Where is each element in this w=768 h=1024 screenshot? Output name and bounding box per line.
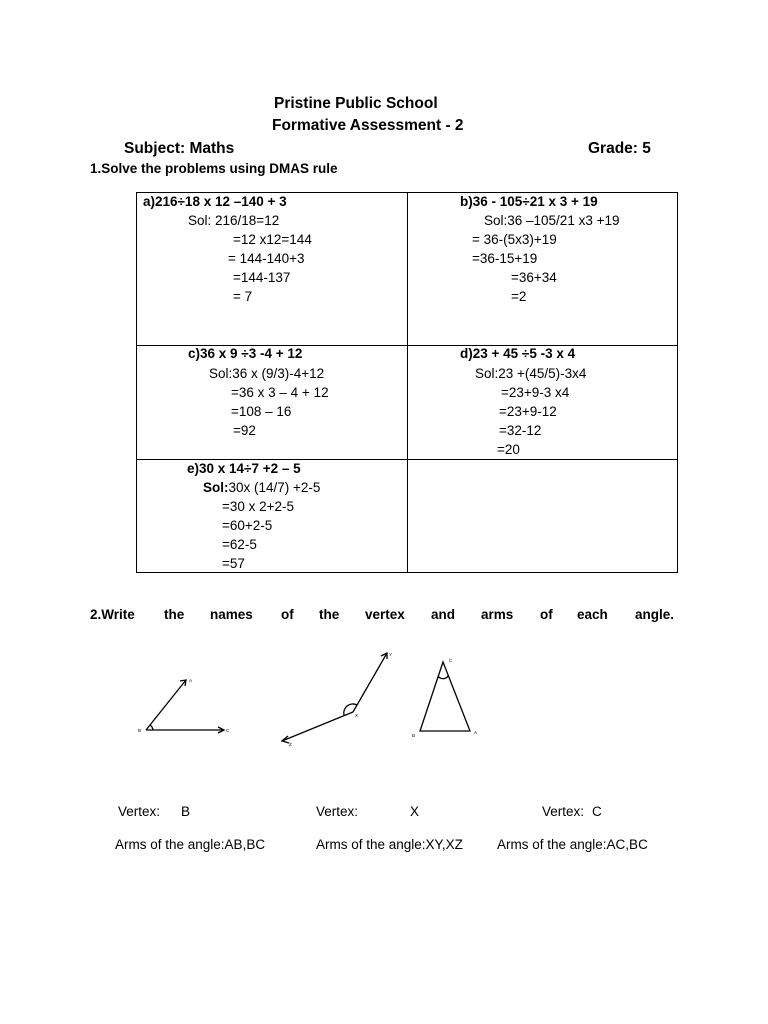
angle-arc	[150, 725, 153, 730]
answer-3-arms: Arms of the angle:AC,BC	[497, 837, 648, 852]
q2-word: each	[577, 607, 608, 622]
problem-e-sol-label: Sol:	[203, 480, 229, 495]
problem-b-line: =36+34	[511, 270, 557, 285]
angle-figure-1	[130, 670, 240, 745]
problem-c-line: Sol:36 x (9/3)-4+12	[209, 366, 325, 381]
question-1-title: 1.Solve the problems using DMAS rule	[90, 161, 338, 176]
problem-c-title: c)36 x 9 ÷3 -4 + 12	[188, 346, 303, 361]
q2-word: and	[431, 607, 456, 622]
answer-1-arms: Arms of the angle:AB,BC	[115, 837, 266, 852]
q2-word: names	[210, 607, 253, 622]
answer-1-vertex-value: B	[181, 804, 191, 819]
problem-d-line: =32-12	[499, 423, 542, 438]
problem-c-line: =92	[233, 423, 256, 438]
vertex-label-a: A	[189, 678, 193, 683]
problem-e-line: =60+2-5	[222, 518, 273, 533]
problem-a-line: =12 x12=144	[233, 232, 312, 247]
grade-label: Grade: 5	[588, 140, 651, 157]
problem-a-line: = 7	[233, 289, 253, 304]
arm-xy	[353, 653, 387, 712]
problem-d-title: d)23 + 45 ÷5 -3 x 4	[460, 346, 576, 361]
problem-d-line: =23+9-12	[499, 404, 557, 419]
vertex-label-x: X	[355, 713, 359, 718]
vertex-label-c: C	[449, 658, 453, 663]
table-row-divider-2	[137, 459, 677, 460]
problem-b-line: =36-15+19	[472, 251, 538, 266]
q2-word: arms	[481, 607, 514, 622]
problem-a-title: a)216÷18 x 12 –140 + 3	[143, 194, 287, 209]
table-vertical-divider	[407, 193, 408, 572]
vertex-label-y: Y	[389, 652, 393, 657]
angle-figure-2	[275, 648, 400, 753]
problem-a-line: =144-137	[233, 270, 291, 285]
answer-3-vertex-label: Vertex:	[542, 804, 585, 819]
problem-b-line: Sol:36 –105/21 x3 +19	[484, 213, 620, 228]
answer-2-vertex-label: Vertex:	[316, 804, 359, 819]
arm-xz	[282, 712, 353, 741]
answer-2-arms: Arms of the angle:XY,XZ	[316, 837, 463, 852]
school-name: Pristine Public School	[274, 95, 438, 112]
arm-ba	[146, 680, 186, 730]
problem-e-title: e)30 x 14÷7 +2 – 5	[187, 461, 301, 476]
problem-e-line: =30 x 2+2-5	[222, 499, 295, 514]
q2-word: vertex	[365, 607, 405, 622]
problem-a-line: = 144-140+3	[228, 251, 305, 266]
q2-word: of	[281, 607, 294, 622]
vertex-label-b: B	[412, 733, 416, 738]
problem-e-sol-text: 30x (14/7) +2-5	[228, 480, 321, 495]
angle-arc	[438, 676, 448, 679]
q2-word: of	[540, 607, 553, 622]
q2-word: the	[319, 607, 340, 622]
problem-a-line: Sol: 216/18=12	[188, 213, 280, 228]
q2-word: angle.	[635, 607, 675, 622]
problem-b-line: =2	[511, 289, 527, 304]
answer-3-vertex-value: C	[592, 804, 602, 819]
problem-b-line: = 36-(5x3)+19	[472, 232, 557, 247]
vertex-label-a: A	[474, 730, 478, 735]
problem-e-line: =62-5	[222, 537, 257, 552]
problem-b-title: b)36 - 105÷21 x 3 + 19	[460, 194, 598, 209]
problem-d-line: Sol:23 +(45/5)-3x4	[475, 366, 587, 381]
answer-2-vertex-value: X	[410, 804, 420, 819]
triangle	[420, 662, 470, 731]
problem-d-line: =20	[497, 442, 520, 457]
assessment-title: Formative Assessment - 2	[272, 117, 464, 134]
vertex-label-c: C	[226, 728, 230, 733]
problem-e-line: =57	[222, 556, 245, 571]
triangle-figure-3	[405, 652, 485, 742]
problem-e-solution	[203, 480, 320, 495]
dmas-table	[136, 192, 678, 573]
q2-word: 2.Write	[90, 607, 135, 622]
vertex-label-b: B	[138, 728, 142, 733]
problem-d-line: =23+9-3 x4	[501, 385, 570, 400]
problem-c-line: =108 – 16	[231, 404, 292, 419]
problem-c-line: =36 x 3 – 4 + 12	[231, 385, 329, 400]
q2-word: the	[164, 607, 185, 622]
answer-1-vertex-label: Vertex:	[118, 804, 161, 819]
subject-label: Subject: Maths	[124, 140, 235, 157]
vertex-label-z: Z	[289, 742, 292, 747]
